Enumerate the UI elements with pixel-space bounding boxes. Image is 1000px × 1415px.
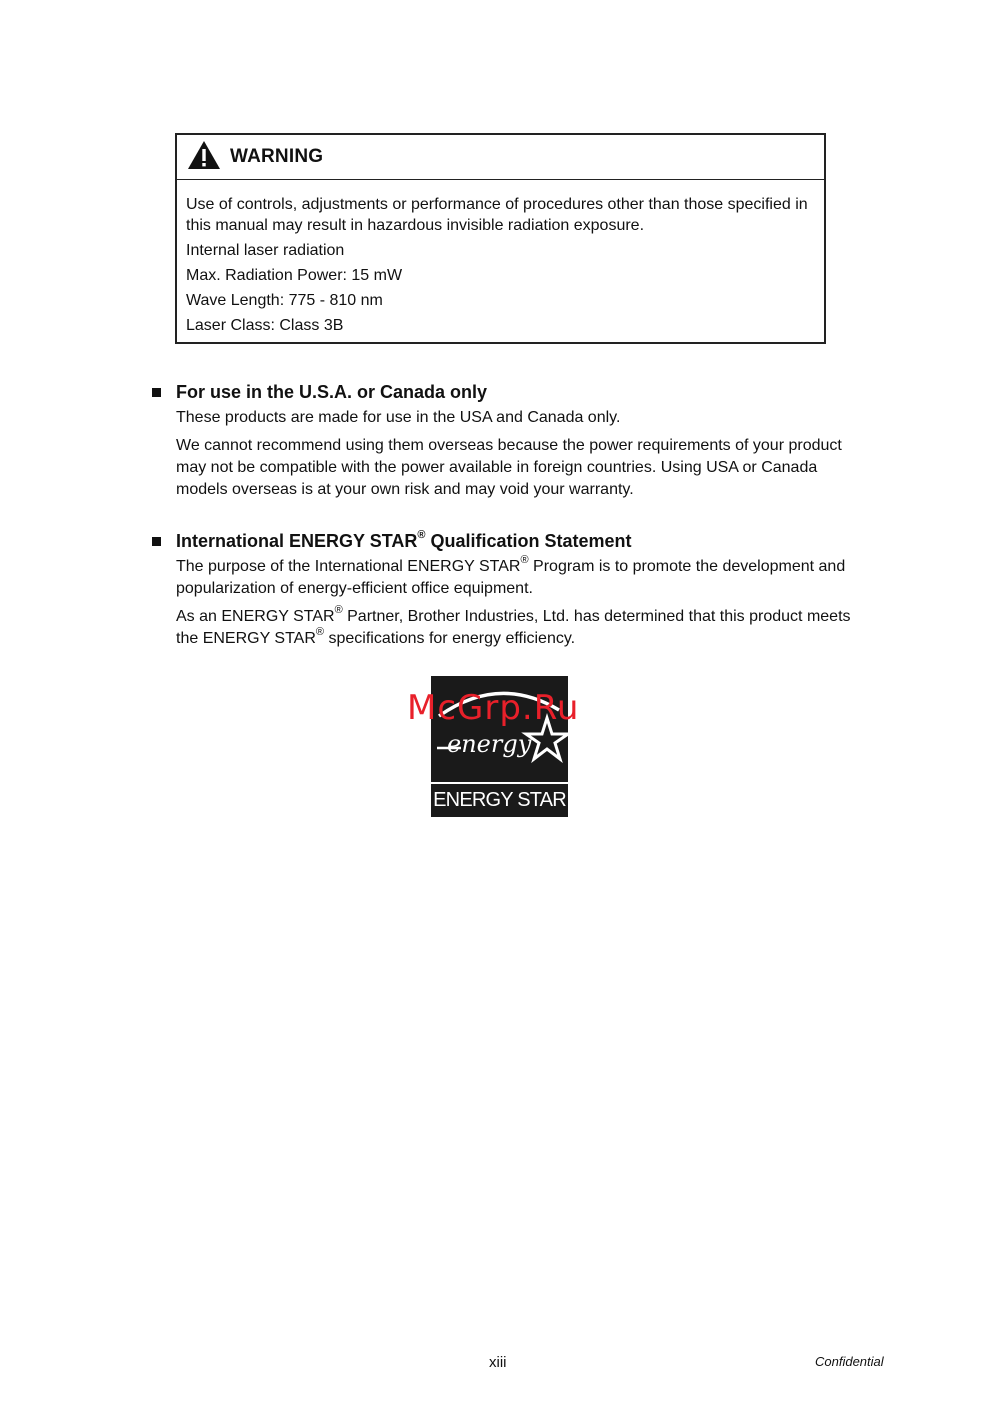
section-heading [152,529,862,553]
registered-mark: ® [417,528,426,541]
warning-line: Internal laser radiation [186,242,345,259]
warning-line: Laser Class: Class 3B [186,317,344,334]
section-body [152,407,862,501]
square-bullet-icon [152,388,161,397]
energy-star-section [152,529,862,656]
warning-body [177,180,824,336]
square-bullet-icon [152,537,161,546]
energy-script-text: energy [447,730,532,758]
warning-box [175,133,826,344]
paragraph: As an ENERGY STAR® Partner, Brother Industries, Ltd. has determined that this product meets the ENERGY STAR® specifications for energy efficiency. [176,603,851,647]
paragraph: These products are made for use in the USA and Canada only. [176,409,621,426]
confidential-label: Confidential [815,1354,884,1369]
warning-line: Max. Radiation Power: 15 mW [186,267,403,284]
paragraph: The purpose of the International ENERGY STAR® Program is to promote the development and popularization of energy-efficient office equipment. [176,553,846,597]
warning-triangle-icon [187,140,221,175]
warning-line: Wave Length: 775 - 810 nm [186,292,383,309]
usa-canada-section [152,380,862,507]
watermark: McGrp.Ru [407,688,580,728]
page-number: xiii [489,1354,507,1371]
warning-header [177,135,824,180]
warning-title: WARNING [230,146,324,167]
section-heading [152,380,862,404]
section-body [152,553,862,650]
paragraph: We cannot recommend using them overseas because the power requirements of your product may not be compatible with the power available in foreign countries. Using USA or Canada models overseas is at your own risk and may void your warranty. [176,437,842,498]
section-heading-text: International ENERGY STAR® Qualification Statement [176,528,632,551]
section-heading-text: For use in the U.S.A. or Canada only [176,381,488,402]
energy-star-caption: ENERGY STAR [431,784,568,817]
warning-line: Use of controls, adjustments or performance of procedures other than those specified in this manual may result in hazardous invisible radiation exposure. [186,196,808,234]
